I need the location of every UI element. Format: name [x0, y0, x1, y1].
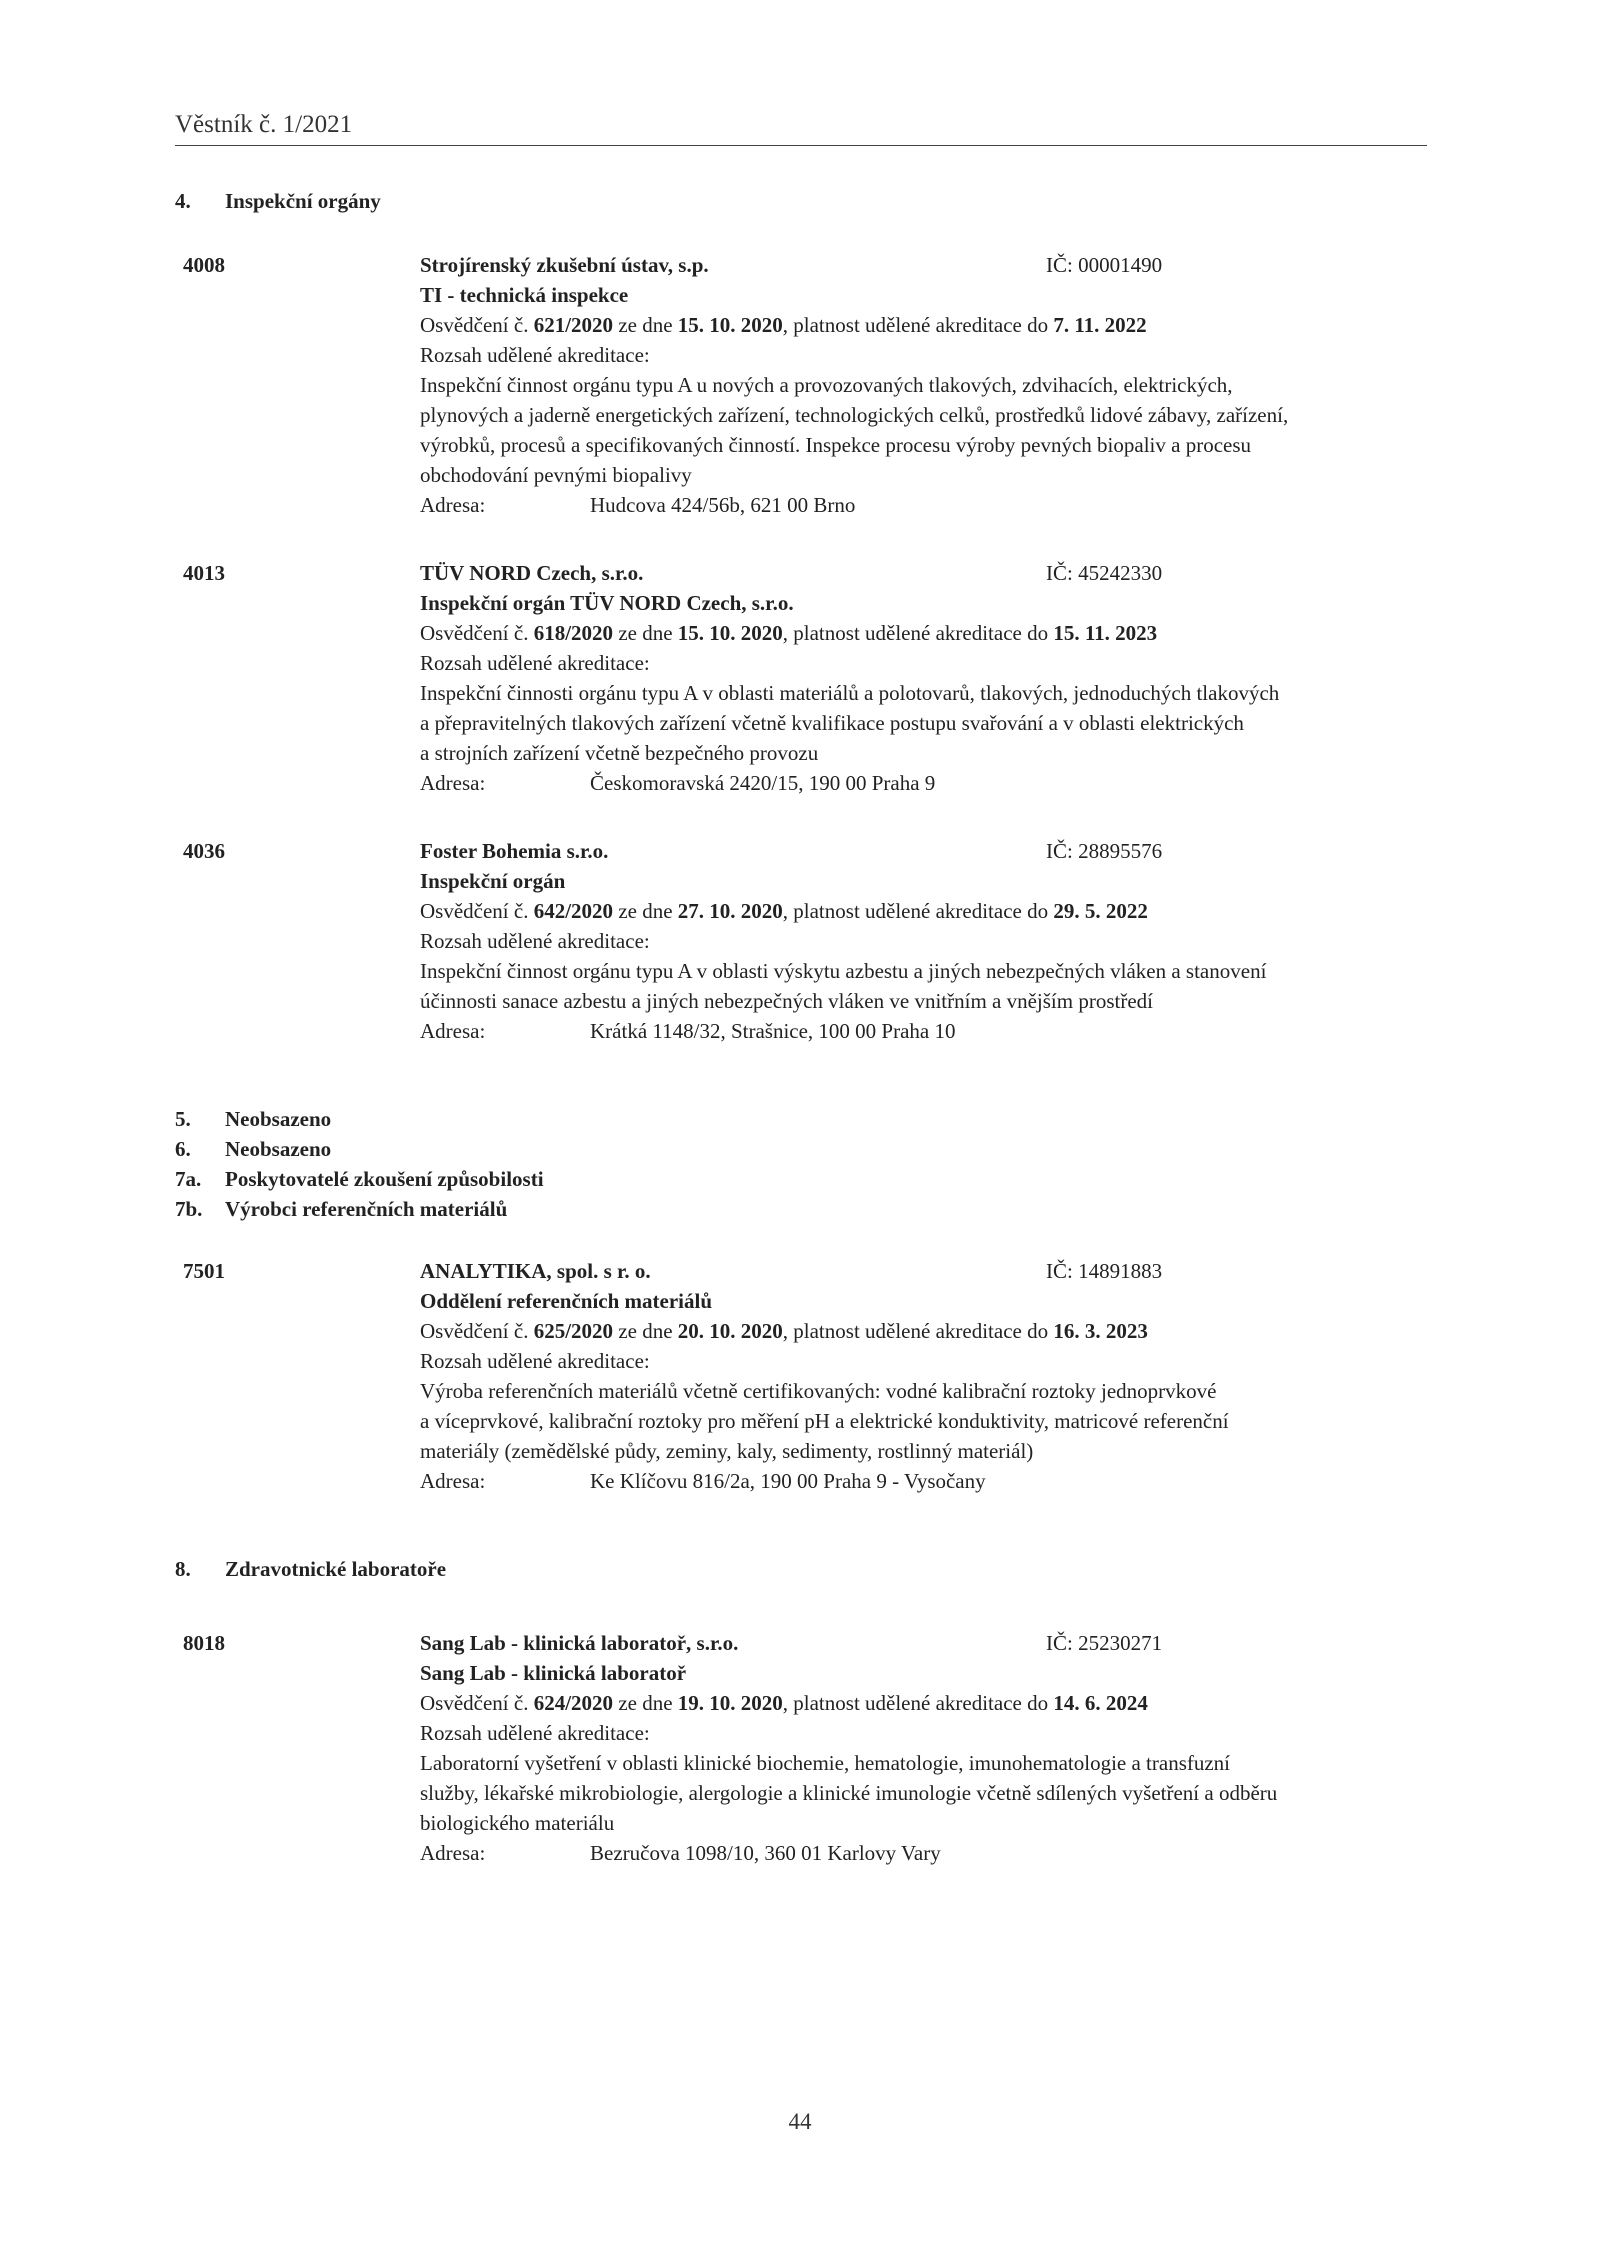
- certificate-date: 27. 10. 2020: [677, 899, 783, 923]
- validity-date: 14. 6. 2024: [1053, 1691, 1148, 1715]
- scope-line: Laboratorní vyšetření v oblasti klinické biochemie, hematologie, imunohematologie a transfuzní: [420, 1751, 1231, 1775]
- certificate-number: 624/2020: [533, 1691, 614, 1715]
- page-header-title: Věstník č. 1/2021: [175, 111, 353, 138]
- scope-line: Inspekční činnosti orgánu typu A v oblasti materiálů a polotovarů, tlakových, jednoduchých tlakových: [420, 681, 1280, 705]
- section-heading-5: 5. Neobsazeno: [175, 1107, 332, 1131]
- validity-date: 15. 11. 2023: [1053, 621, 1158, 645]
- entry-8018: [175, 1628, 1435, 1868]
- scope-line: Inspekční činnost orgánu typu A u nových a provozovaných tlakových, zdvihacích, elektrických,: [420, 373, 1233, 397]
- section-heading-4: [175, 186, 381, 216]
- entry-body: [420, 836, 1430, 1046]
- scope-line: materiály (zemědělské půdy, zeminy, kaly, sedimenty, rostlinný materiál): [420, 1439, 1034, 1463]
- address-value: Bezručova 1098/10, 360 01 Karlovy Vary: [590, 1841, 941, 1865]
- ic-number: IČ: 14891883: [1046, 1259, 1163, 1283]
- organization-name: Foster Bohemia s.r.o.: [420, 839, 609, 863]
- address-label: Adresa:: [420, 771, 486, 795]
- organization-unit: Oddělení referenčních materiálů: [420, 1289, 713, 1313]
- entry-body: [420, 558, 1430, 798]
- organization-name: Strojírenský zkušební ústav, s.p.: [420, 253, 709, 277]
- ic-number: IČ: 25230271: [1046, 1631, 1163, 1655]
- certificate-date: 15. 10. 2020: [677, 313, 783, 337]
- address-label: Adresa:: [420, 1841, 486, 1865]
- entry-4008: [175, 250, 1435, 520]
- organization-unit: TI - technická inspekce: [420, 283, 629, 307]
- address-label: Adresa:: [420, 493, 486, 517]
- organization-name: Sang Lab - klinická laboratoř, s.r.o.: [420, 1631, 739, 1655]
- ic-number: IČ: 28895576: [1046, 839, 1163, 863]
- scope-line: výrobků, procesů a specifikovaných činností. Inspekce procesu výroby pevných biopaliv a procesu: [420, 433, 1252, 457]
- scope-label: Rozsah udělené akreditace:: [420, 1721, 650, 1745]
- scope-line: obchodování pevnými biopalivy: [420, 463, 692, 487]
- unassigned-sections-list: [175, 1104, 544, 1224]
- section-title: Inspekční orgány: [225, 189, 381, 213]
- certificate-line: Osvědčení č. 624/2020 ze dne 19. 10. 2020, platnost udělené akreditace do 14. 6. 2024: [420, 1691, 1148, 1715]
- validity-date: 29. 5. 2022: [1053, 899, 1148, 923]
- address-value: Ke Klíčovu 816/2a, 190 00 Praha 9 - Vysočany: [590, 1469, 986, 1493]
- scope-line: plynových a jaderně energetických zařízení, technologických celků, prostředků lidové zábavy, zařízení,: [420, 403, 1289, 427]
- scope-line: biologického materiálu: [420, 1811, 615, 1835]
- certificate-number: 618/2020: [533, 621, 614, 645]
- address-value: Hudcova 424/56b, 621 00 Brno: [590, 493, 856, 517]
- section-heading-6: 6. Neobsazeno: [175, 1137, 332, 1161]
- entry-title-line: [420, 558, 1430, 588]
- address-label: Adresa:: [420, 1019, 486, 1043]
- page-number: 44: [788, 2109, 812, 2134]
- section-heading-7a: 7a. Poskytovatelé zkoušení způsobilosti: [175, 1167, 544, 1191]
- organization-unit: Sang Lab - klinická laboratoř: [420, 1661, 687, 1685]
- certificate-number: 621/2020: [533, 313, 614, 337]
- section-heading-7b: 7b. Výrobci referenčních materiálů: [175, 1197, 508, 1221]
- certificate-line: Osvědčení č. 618/2020 ze dne 15. 10. 2020, platnost udělené akreditace do 15. 11. 2023: [420, 621, 1158, 645]
- scope-line: a víceprvkové, kalibrační roztoky pro měření pH a elektrické konduktivity, matricové referenční: [420, 1409, 1229, 1433]
- address-line: [420, 1466, 1430, 1496]
- scope-line: Inspekční činnost orgánu typu A v oblasti výskytu azbestu a jiných nebezpečných vláken a stanovení: [420, 959, 1267, 983]
- certificate-line: Osvědčení č. 642/2020 ze dne 27. 10. 2020, platnost udělené akreditace do 29. 5. 2022: [420, 899, 1148, 923]
- address-line: [420, 1016, 1430, 1046]
- validity-date: 16. 3. 2023: [1053, 1319, 1148, 1343]
- scope-label: Rozsah udělené akreditace:: [420, 651, 650, 675]
- scope-text: [420, 1376, 1430, 1466]
- header-divider: [175, 145, 1427, 146]
- entry-4013: [175, 558, 1435, 798]
- scope-label: Rozsah udělené akreditace:: [420, 929, 650, 953]
- entry-code: 4013: [183, 561, 225, 585]
- scope-label: Rozsah udělené akreditace:: [420, 1349, 650, 1373]
- section-number: 8.: [175, 1557, 191, 1581]
- section-heading-8: [175, 1554, 446, 1584]
- scope-text: [420, 956, 1430, 1016]
- scope-text: [420, 1748, 1430, 1838]
- certificate-date: 20. 10. 2020: [677, 1319, 783, 1343]
- section-number: 4.: [175, 189, 191, 213]
- entry-title-line: [420, 1628, 1430, 1658]
- address-value: Krátká 1148/32, Strašnice, 100 00 Praha 10: [590, 1019, 956, 1043]
- address-line: [420, 768, 1430, 798]
- certificate-number: 625/2020: [533, 1319, 614, 1343]
- certificate-number: 642/2020: [533, 899, 614, 923]
- entry-title-line: [420, 1256, 1430, 1286]
- entry-title-line: [420, 250, 1430, 280]
- address-label: Adresa:: [420, 1469, 486, 1493]
- scope-line: účinnosti sanace azbestu a jiných nebezpečných vláken ve vnitřním a vnějším prostředí: [420, 989, 1154, 1013]
- organization-name: TÜV NORD Czech, s.r.o.: [420, 561, 644, 585]
- address-value: Českomoravská 2420/15, 190 00 Praha 9: [590, 771, 936, 795]
- organization-name: ANALYTIKA, spol. s r. o.: [420, 1259, 651, 1283]
- certificate-line: Osvědčení č. 621/2020 ze dne 15. 10. 2020, platnost udělené akreditace do 7. 11. 2022: [420, 313, 1147, 337]
- scope-line: služby, lékařské mikrobiologie, alergologie a klinické imunologie včetně sdílených vyšetření a odběru: [420, 1781, 1278, 1805]
- entry-body: [420, 1628, 1430, 1868]
- scope-line: a přepravitelných tlakových zařízení včetně kvalifikace postupu svařování a v oblasti elektrických: [420, 711, 1244, 735]
- entry-title-line: [420, 836, 1430, 866]
- organization-unit: Inspekční orgán TÜV NORD Czech, s.r.o.: [420, 591, 794, 615]
- ic-number: IČ: 45242330: [1046, 561, 1163, 585]
- certificate-date: 19. 10. 2020: [677, 1691, 783, 1715]
- scope-line: a strojních zařízení včetně bezpečného provozu: [420, 741, 819, 765]
- scope-text: [420, 370, 1430, 490]
- entry-code: 8018: [183, 1631, 225, 1655]
- entry-body: [420, 250, 1430, 520]
- scope-label: Rozsah udělené akreditace:: [420, 343, 650, 367]
- entry-code: 4008: [183, 253, 225, 277]
- validity-date: 7. 11. 2022: [1053, 313, 1147, 337]
- entry-code: 4036: [183, 839, 225, 863]
- entry-4036: [175, 836, 1435, 1046]
- section-title: Zdravotnické laboratoře: [225, 1557, 447, 1581]
- ic-number: IČ: 00001490: [1046, 253, 1163, 277]
- scope-text: [420, 678, 1430, 768]
- address-line: [420, 490, 1430, 520]
- entry-7501: [175, 1256, 1435, 1496]
- address-line: [420, 1838, 1430, 1868]
- certificate-date: 15. 10. 2020: [677, 621, 783, 645]
- certificate-line: Osvědčení č. 625/2020 ze dne 20. 10. 2020, platnost udělené akreditace do 16. 3. 2023: [420, 1319, 1148, 1343]
- entry-code: 7501: [183, 1259, 225, 1283]
- scope-line: Výroba referenčních materiálů včetně certifikovaných: vodné kalibrační roztoky jednoprvkové: [420, 1379, 1217, 1403]
- entry-body: [420, 1256, 1430, 1496]
- organization-unit: Inspekční orgán: [420, 869, 566, 893]
